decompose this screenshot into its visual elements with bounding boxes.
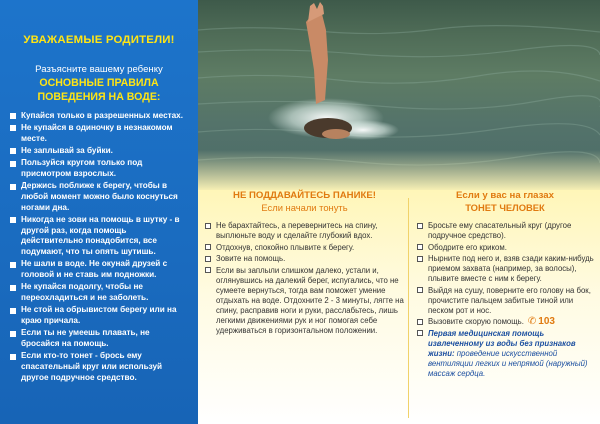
list-item: Ободрите его криком.	[415, 243, 595, 253]
rule-item: Никогда не зови на помощь в шутку - в другой раз, когда помощь действительно понадобится, все подумают, что ты опять шутишь.	[8, 215, 190, 258]
list-item: Нырните под него и, взяв сзади каким-нибудь приемом захвата (например, за волосы), плывите вместе с ним к берегу.	[415, 254, 595, 284]
self-rescue-list	[203, 221, 406, 336]
list-item: Отдохнув, спокойно плывите к берегу.	[203, 243, 406, 253]
rule-item: Не купайся в одиночку в незнакомом месте.	[8, 123, 190, 144]
left-panel	[0, 0, 198, 424]
rescue-list	[415, 221, 595, 379]
rule-item: Если кто-то тонет - брось ему спасательный круг или используй другое подручное средство.	[8, 351, 190, 383]
square-bullet-icon	[10, 285, 16, 291]
checkbox-bullet-icon	[417, 223, 423, 229]
intro-text: Разъясните вашему ребенку	[35, 64, 163, 75]
first-aid-rest: проведение искусственной вентиляции легких и непрямой (наружный) массаж сердца.	[428, 348, 588, 378]
square-bullet-icon	[10, 148, 16, 154]
raised-arm	[306, 10, 328, 104]
square-bullet-icon	[10, 308, 16, 314]
first-aid-bold: Первая медицинская помощь извлеченному из воды без признаков жизни:	[428, 328, 576, 358]
rules-title-line-2: ПОВЕДЕНИЯ НА ВОДЕ:	[37, 90, 161, 103]
checkbox-bullet-icon	[205, 256, 211, 262]
checkbox-bullet-icon	[205, 244, 211, 250]
square-bullet-icon	[10, 161, 16, 167]
ambulance-number: 103	[538, 316, 555, 328]
checkbox-bullet-icon	[417, 256, 423, 262]
rule-item: Если ты не умеешь плавать, не бросайся на помощь.	[8, 328, 190, 349]
drowning-photo	[198, 0, 600, 190]
rule-item: Не шали в воде. Не окунай друзей с головой и не ставь им подножки.	[8, 259, 190, 280]
rules-title-line-1: ОСНОВНЫЕ ПРАВИЛА	[39, 77, 159, 90]
if-drowning-subtitle: Если начали тонуть	[261, 202, 348, 213]
square-bullet-icon	[10, 113, 16, 119]
list-item: Если вы заплыли слишком далеко, устали и, оглянувшись на далекий берег, испугались, что не сумеете вернуться, тогда вам поможет умение отдыхать на воде. Отдохните 2 - 3 минуты, лягте на спину, расправив ноги и руки, расслабьтесь, лишь легкими движениями рук и ног помогая себе удерживаться в горизонтальном положении.	[203, 266, 406, 336]
square-bullet-icon	[10, 331, 16, 337]
square-bullet-icon	[10, 184, 16, 190]
drowning-person-illustration	[198, 0, 600, 190]
rule-item: Пользуйся кругом только под присмотром взрослых.	[8, 158, 190, 179]
square-bullet-icon	[10, 262, 16, 268]
checkbox-bullet-icon	[205, 223, 211, 229]
checkbox-bullet-icon	[417, 244, 423, 250]
list-item: Бросьте ему спасательный круг (другое подручное средство).	[415, 221, 595, 241]
advice-panel	[198, 190, 600, 424]
ambulance-item: Вызовите скорую помощь. ✆ 103	[415, 317, 595, 327]
person-drowning-subtitle: ТОНЕТ ЧЕЛОВЕК	[465, 202, 545, 213]
checkbox-bullet-icon	[205, 267, 211, 273]
checkbox-bullet-icon	[417, 319, 423, 325]
column-divider	[408, 198, 409, 418]
square-bullet-icon	[10, 125, 16, 131]
rule-item: Не стой на обрывистом берегу или на краю причала.	[8, 305, 190, 326]
if-drowning-column	[203, 190, 406, 337]
rules-list	[8, 111, 190, 384]
list-item: Не барахтайтесь, а перевернитесь на спину, выплюньте воду и сделайте глубокий вдох.	[203, 221, 406, 241]
rule-item: Не заплывай за буйки.	[8, 146, 190, 157]
witness-title: Если у вас на глазах	[456, 190, 554, 201]
someone-drowning-column	[415, 190, 595, 381]
square-bullet-icon	[10, 217, 16, 223]
list-item: Выйдя на сушу, поверните его голову на бок, прочистите пальцем забитые тиной или песком рот и нос.	[415, 286, 595, 316]
water-ripples	[198, 26, 600, 165]
rule-item: Держись поближе к берегу, чтобы в любой момент можно было коснуться ногами дна.	[8, 181, 190, 213]
checkbox-bullet-icon	[417, 330, 423, 336]
rule-item: Купайся только в разрешенных местах.	[8, 111, 190, 122]
square-bullet-icon	[10, 354, 16, 360]
list-item: Зовите на помощь.	[203, 254, 406, 264]
no-panic-title: НЕ ПОДДАВАЙТЕСЬ ПАНИКЕ!	[233, 190, 376, 201]
parents-heading: УВАЖАЕМЫЕ РОДИТЕЛИ!	[23, 34, 175, 46]
phone-icon: ✆	[527, 316, 537, 328]
first-aid-item	[415, 329, 595, 379]
checkbox-bullet-icon	[417, 287, 423, 293]
rule-item: Не купайся подолгу, чтобы не переохладиться и не заболеть.	[8, 282, 190, 303]
